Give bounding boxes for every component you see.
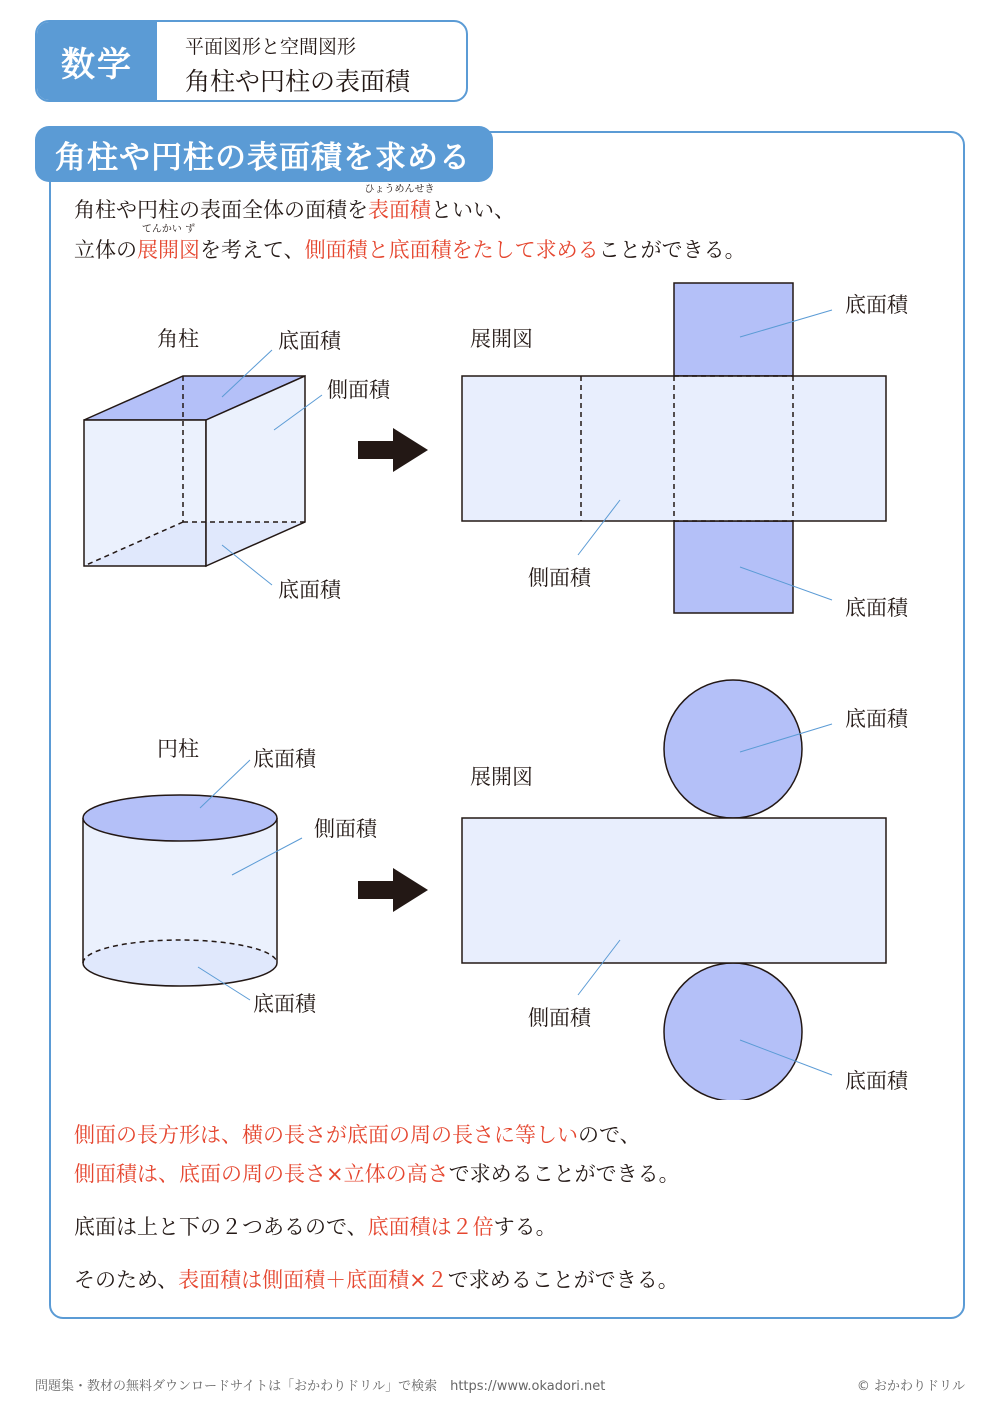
net-side-label: 側面積 xyxy=(528,1006,591,1030)
subject-label: 数学 xyxy=(37,22,157,100)
summary-line-4 xyxy=(74,1270,679,1291)
prism-title: 角柱 xyxy=(157,327,199,351)
net-side-rect xyxy=(462,818,886,963)
key-phrase: 側面積と底面積をたして求める xyxy=(304,238,599,262)
cylinder-bottom-label: 底面積 xyxy=(253,992,316,1016)
key-phrase: 表面積は側面積＋底面積×２ xyxy=(178,1268,448,1292)
net-bottom-label: 底面積 xyxy=(845,1069,908,1093)
prism-net-title: 展開図 xyxy=(470,327,533,351)
arrow-icon xyxy=(358,428,428,472)
net-top-label: 底面積 xyxy=(845,293,908,317)
net-top-circle xyxy=(664,680,802,818)
summary-line-1 xyxy=(74,1125,641,1146)
intro-text: ことができる。 xyxy=(598,238,746,262)
cylinder-side xyxy=(83,818,277,986)
key-phrase: 側面積は、底面の周の長さ×立体の高さ xyxy=(74,1162,449,1186)
cylinder-figure xyxy=(83,737,379,1016)
unit-title: 平面図形と空間図形 xyxy=(185,36,357,58)
summary-text: で求めることができる。 xyxy=(448,1162,680,1186)
summary-text: ので、 xyxy=(578,1123,641,1147)
topic-title: 角柱や円柱の表面積 xyxy=(185,67,411,96)
prism-figure xyxy=(84,327,392,602)
prism-top-label: 底面積 xyxy=(278,329,341,353)
arrow-icon xyxy=(358,868,428,912)
net-bottom-circle xyxy=(664,963,802,1100)
term-text: 展開図 xyxy=(137,238,200,262)
summary-text: そのため、 xyxy=(74,1268,179,1292)
intro-text: 角柱や円柱の表面全体の面積を xyxy=(74,198,368,222)
cylinder-side-label: 側面積 xyxy=(314,817,377,841)
cylinder-title: 円柱 xyxy=(157,737,199,761)
prism-bottom-label: 底面積 xyxy=(278,578,341,602)
prism-net xyxy=(462,283,910,620)
section-title: 角柱や円柱の表面積を求める xyxy=(35,126,493,182)
intro-text: 立体の xyxy=(74,238,137,262)
net-bottom-label: 底面積 xyxy=(845,596,908,620)
cylinder-net xyxy=(462,680,910,1100)
net-top-base xyxy=(674,283,793,376)
intro-text: を考えて、 xyxy=(200,238,305,262)
prism-front-face xyxy=(84,420,206,566)
intro-text: といい、 xyxy=(431,198,515,222)
ruby-reading: ひょうめんせき xyxy=(364,184,435,195)
summary-text: 底面は上と下の２つあるので、 xyxy=(74,1215,368,1239)
leader-line xyxy=(222,545,272,585)
cylinder-top-label: 底面積 xyxy=(253,747,316,771)
key-phrase: 側面の長方形は、横の長さが底面の周の長さに等しい xyxy=(74,1123,578,1147)
copyright: © おかわりドリル xyxy=(856,1379,965,1394)
summary-line-3 xyxy=(74,1217,557,1238)
summary-text: で求めることができる。 xyxy=(447,1268,679,1292)
summary-line-2 xyxy=(74,1164,680,1185)
prism-side-label: 側面積 xyxy=(327,378,390,402)
cylinder-top-face xyxy=(83,795,277,841)
net-top-label: 底面積 xyxy=(845,707,908,731)
net-side-label: 側面積 xyxy=(528,566,591,590)
key-phrase: 底面積は２倍 xyxy=(367,1215,494,1239)
term-text: 表面積 xyxy=(368,198,431,222)
footer-text: 問題集・教材の無料ダウンロードサイトは「おかわりドリル」で検索 https://www.okadori.net xyxy=(35,1379,606,1394)
cylinder-net-title: 展開図 xyxy=(470,765,533,789)
net-bottom-base xyxy=(674,521,793,613)
summary-text: する。 xyxy=(493,1215,557,1239)
ruby-reading: てんかい ず xyxy=(141,224,196,235)
